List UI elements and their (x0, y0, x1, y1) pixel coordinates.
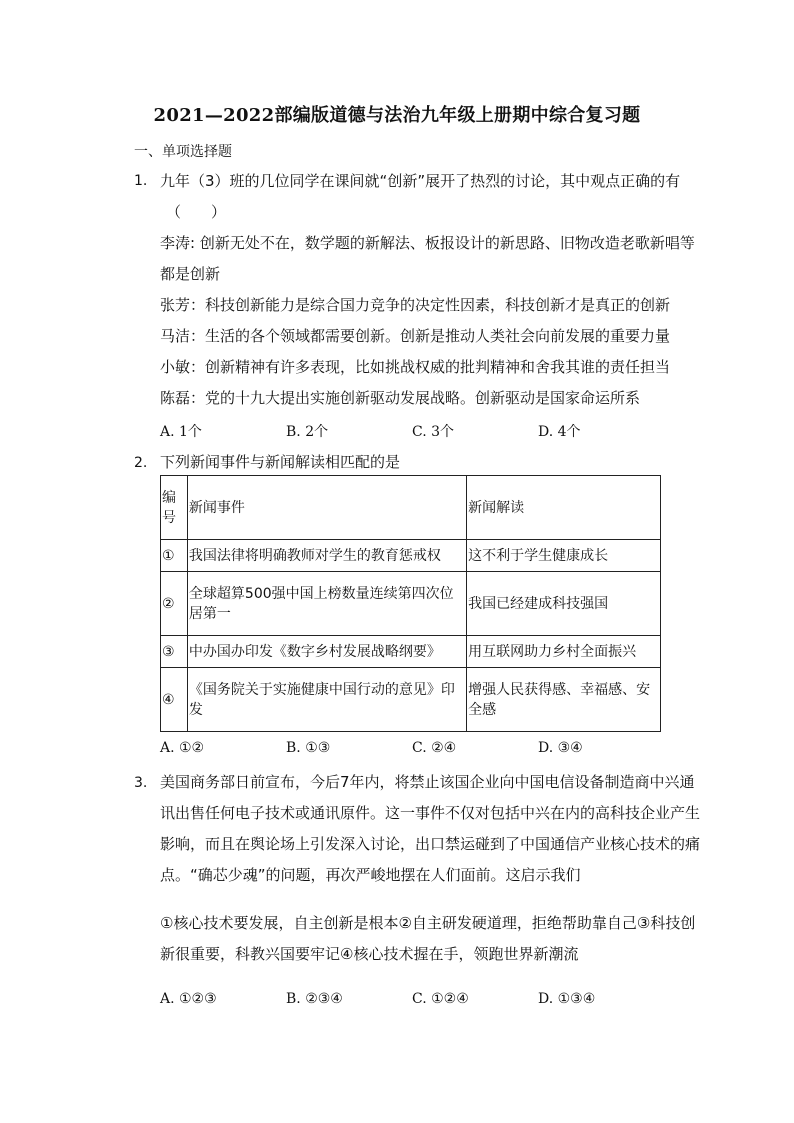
option-b[interactable]: B. 2个 (286, 424, 329, 440)
table-row (161, 572, 661, 636)
question-3-stem-line-2: 讯出售任何电子技术或通讯原件。这一事件不仅对包括中兴在内的高科技企业产生 (160, 804, 701, 822)
question-3-stem-line-4: 点。“确芯少魂”的问题，再次严峻地摆在人们面前。这启示我们 (160, 866, 581, 884)
question-1-options (160, 421, 660, 441)
question-1-view-litao: 李涛: 创新无处不在，数学题的新解法、板报设计的新思路、旧物改造老歌新唱等 (160, 234, 695, 252)
row-number: ④ (161, 668, 188, 732)
option-b[interactable]: B. ①③ (286, 740, 331, 756)
row-event: 全球超算500强中国上榜数量连续第四次位居第一 (187, 572, 466, 636)
news-table (160, 475, 661, 732)
question-3-stem-line-3: 影响，而且在舆论场上引发深入讨论，出口禁运碰到了中国通信产业核心技术的痛 (160, 835, 701, 853)
question-3-options (160, 991, 660, 1011)
question-1-view-majie: 马洁：生活的各个领域都需要创新。创新是推动人类社会向前发展的重要力量 (160, 327, 671, 345)
row-number: ③ (161, 636, 188, 668)
question-3-number: 3. (134, 775, 148, 791)
row-number: ② (161, 572, 188, 636)
header-cell-interpretation: 新闻解读 (467, 476, 661, 540)
question-3-choices-line-1: ①核心技术要发展，自主创新是根本②自主研发硬道理，拒绝帮助靠自己③科技创 (160, 914, 696, 932)
table-header-row (161, 476, 661, 540)
row-interpretation: 这不利于学生健康成长 (467, 540, 661, 572)
table-row (161, 636, 661, 668)
question-2-options (160, 740, 660, 760)
page-title: 2021—2022部编版道德与法治九年级上册期中综合复习题 (153, 105, 641, 126)
question-1-view-chenlei: 陈磊：党的十九大提出实施创新驱动发展战略。创新驱动是国家命运所系 (160, 389, 641, 407)
question-1-number: 1. (134, 173, 148, 189)
option-a[interactable]: A. ①②③ (160, 991, 217, 1007)
table-row (161, 668, 661, 732)
header-cell-number: 编号 (161, 476, 188, 540)
row-interpretation: 我国已经建成科技强国 (467, 572, 661, 636)
option-a[interactable]: A. ①② (160, 740, 205, 756)
row-number: ① (161, 540, 188, 572)
question-1-view-zhangfang: 张芳：科技创新能力是综合国力竞争的决定性因素，科技创新才是真正的创新 (160, 296, 671, 314)
row-event: 中办国办印发《数字乡村发展战略纲要》 (187, 636, 466, 668)
question-1-view-litao-cont: 都是创新 (160, 265, 221, 283)
question-3-stem-line-1: 美国商务部日前宣布，今后7年内，将禁止该国企业向中国电信设备制造商中兴通 (160, 773, 695, 791)
question-1-stem: 九年（3）班的几位同学在课间就“创新”展开了热烈的讨论，其中观点正确的有 (160, 172, 681, 190)
option-d[interactable]: D. ①③④ (538, 991, 596, 1007)
row-event: 我国法律将明确教师对学生的教育惩戒权 (187, 540, 466, 572)
option-c[interactable]: C. ①②④ (412, 991, 469, 1007)
option-d[interactable]: D. 4个 (538, 424, 581, 440)
question-2-stem: 下列新闻事件与新闻解读相匹配的是 (160, 453, 401, 471)
row-interpretation: 用互联网助力乡村全面振兴 (467, 636, 661, 668)
option-c[interactable]: C. ②④ (412, 740, 457, 756)
option-a[interactable]: A. 1个 (160, 424, 202, 440)
section-heading: 一、单项选择题 (134, 144, 232, 160)
option-c[interactable]: C. 3个 (412, 424, 455, 440)
question-1-blank: （ ） (166, 203, 227, 221)
option-d[interactable]: D. ③④ (538, 740, 583, 756)
header-cell-event: 新闻事件 (187, 476, 466, 540)
question-1-view-xiaomin: 小敏：创新精神有许多表现，比如挑战权威的批判精神和舍我其谁的责任担当 (160, 358, 671, 376)
row-interpretation: 增强人民获得感、幸福感、安全感 (467, 668, 661, 732)
row-event: 《国务院关于实施健康中国行动的意见》印发 (187, 668, 466, 732)
option-b[interactable]: B. ②③④ (286, 991, 343, 1007)
table-row (161, 540, 661, 572)
question-3-choices-line-2: 新很重要，科教兴国要牢记④核心技术握在手，领跑世界新潮流 (160, 945, 579, 963)
question-2-number: 2. (134, 455, 148, 471)
